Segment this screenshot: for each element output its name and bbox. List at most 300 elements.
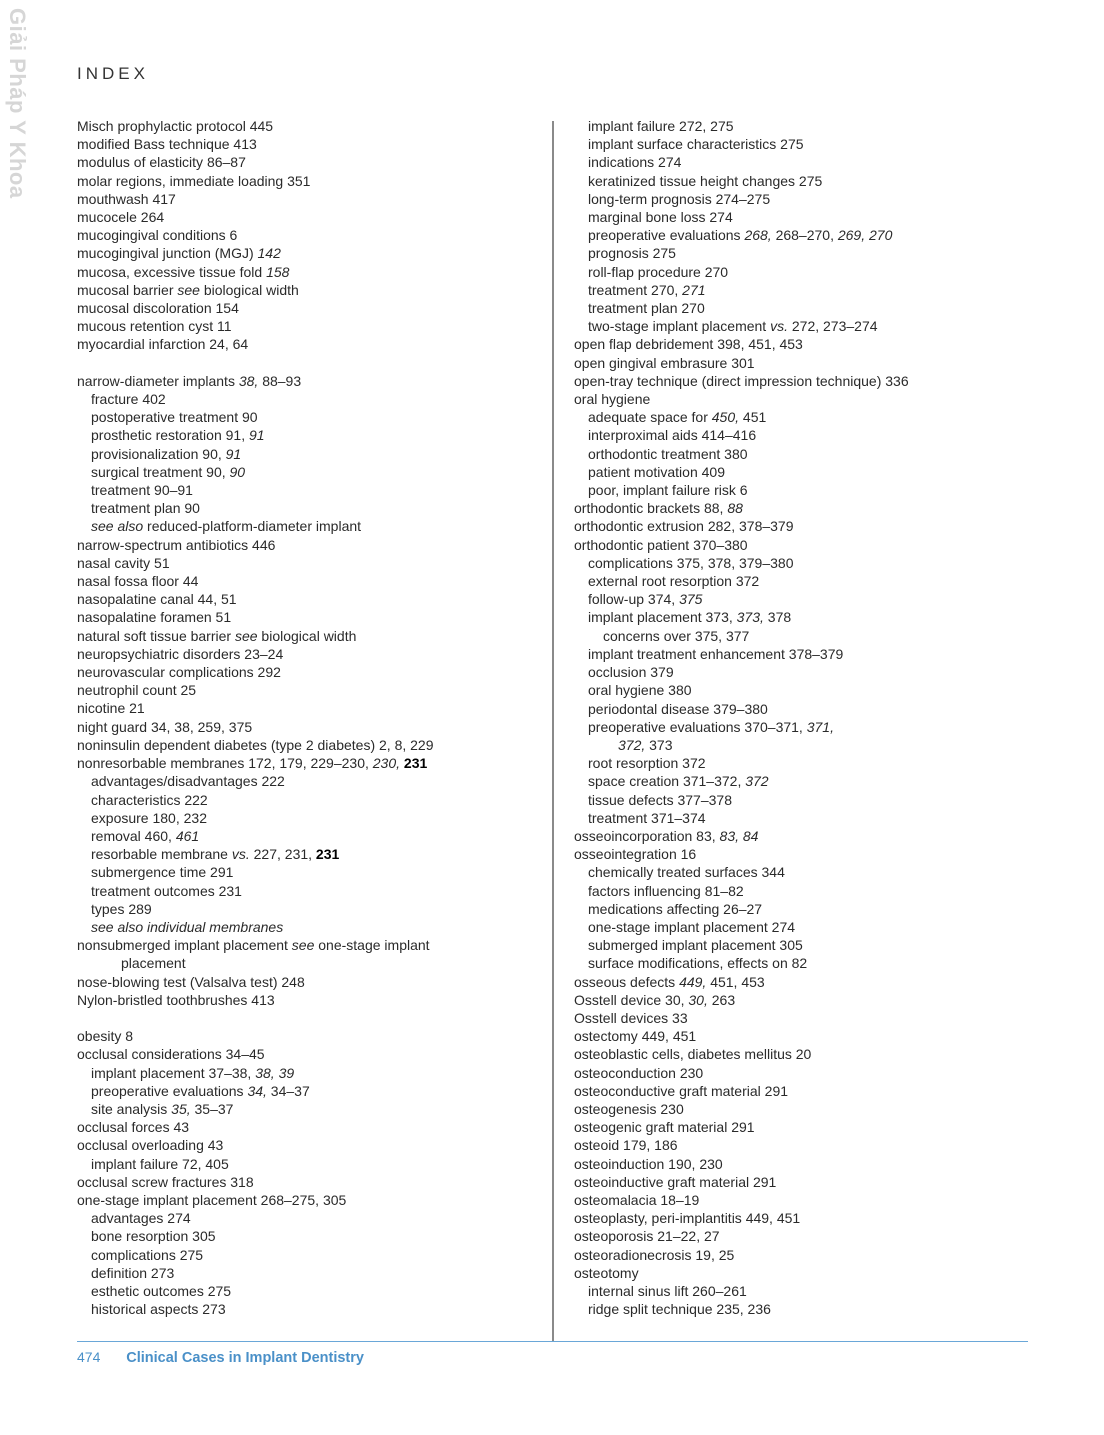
index-subentry [574, 645, 1034, 663]
index-entry [77, 991, 537, 1009]
index-entry-text: osteoradionecrosis 19, 25 [574, 1246, 735, 1263]
index-entry-text: osteogenic graft material 291 [574, 1119, 755, 1136]
index-letter-gap [77, 1009, 537, 1027]
index-subentry [77, 517, 537, 535]
index-entry-continuation [77, 954, 537, 972]
index-entry [574, 372, 1034, 390]
index-entry-text: osteoinductive graft material 291 [574, 1173, 777, 1190]
index-entry-text: mouthwash 417 [77, 190, 176, 207]
index-entry-text: prognosis 275 [588, 245, 676, 262]
index-entry [574, 1082, 1034, 1100]
index-entry-text: 83, 84 [719, 827, 759, 844]
index-entry-text: characteristics 222 [91, 791, 208, 808]
index-subentry [574, 426, 1034, 444]
index-entry-text: mucocele 264 [77, 209, 165, 226]
index-subentry [77, 1064, 537, 1082]
index-entry-text: placement [121, 955, 186, 972]
index-subentry [77, 408, 537, 426]
index-entry-text: nasal cavity 51 [77, 554, 170, 571]
index-entry-text: tissue defects 377–378 [588, 791, 732, 808]
index-entry-text: occlusal screw fractures 318 [77, 1173, 254, 1190]
index-subentry [574, 117, 1034, 135]
index-entry-text: molar regions, immediate loading 351 [77, 172, 311, 189]
index-entry [574, 517, 1034, 535]
index-entry-text: 378 [763, 609, 792, 626]
index-entry-text: 88 [727, 500, 743, 517]
index-entry-text: 35, [171, 1100, 191, 1117]
index-entry [77, 754, 537, 772]
index-entry-text: myocardial infarction 24, 64 [77, 336, 249, 353]
index-subentry [574, 135, 1034, 153]
index-entry [574, 390, 1034, 408]
index-entry-text: medications affecting 26–27 [588, 900, 763, 917]
index-entry-text: preoperative evaluations 370–371, [588, 718, 807, 735]
index-entry-text: narrow-diameter implants [77, 372, 239, 389]
index-subentry [574, 481, 1034, 499]
index-entry [77, 1118, 537, 1136]
index-entry-text: treatment plan 90 [91, 500, 200, 517]
index-entry [77, 973, 537, 991]
index-entry-text: open gingival embrasure 301 [574, 354, 755, 371]
index-entry-text: marginal bone loss 274 [588, 209, 733, 226]
index-entry-text: complications 275 [91, 1246, 204, 1263]
index-entry-text: concerns over 375, 377 [603, 627, 750, 644]
index-subentry [77, 463, 537, 481]
index-entry-text: occlusal considerations 34–45 [77, 1046, 265, 1063]
index-entry-text: open flap debridement 398, 451, 453 [574, 336, 803, 353]
index-entry [77, 153, 537, 171]
index-entry-text: 450, [711, 409, 740, 426]
index-entry [77, 299, 537, 317]
index-entry-text: treatment 371–374 [588, 809, 706, 826]
index-entry-text: see also [91, 518, 144, 535]
index-entry-text: 158 [266, 263, 290, 280]
index-entry-text: orthodontic extrusion 282, 378–379 [574, 518, 794, 535]
page-number: 474 [77, 1349, 101, 1365]
index-entry-text: esthetic outcomes 275 [91, 1282, 232, 1299]
index-entry-text: keratinized tissue height changes 275 [588, 172, 823, 189]
index-entry-text: nonsubmerged implant placement [77, 937, 292, 954]
index-entry-text: 449, [679, 973, 707, 990]
index-entry-text: 373 [645, 736, 673, 753]
index-entry-text: Osstell device 30, [574, 991, 689, 1008]
index-entry [574, 1173, 1034, 1191]
index-entry-text: 268–270, [771, 227, 838, 244]
index-entry-text: open-tray technique (direct impression technique) 336 [574, 372, 909, 389]
watermark-logo [4, 8, 34, 199]
index-entry-text: submergence time 291 [91, 864, 234, 881]
index-subentry [77, 426, 537, 444]
index-subentry [574, 299, 1034, 317]
index-entry-text: mucosa, excessive tissue fold [77, 263, 267, 280]
index-subentry [574, 208, 1034, 226]
index-subentry [77, 1282, 537, 1300]
index-subentry [574, 153, 1034, 171]
index-subentry [574, 317, 1034, 335]
index-entry [77, 718, 537, 736]
index-entry-text: follow-up 374, [588, 591, 680, 608]
index-entry-text: 230, [372, 755, 401, 772]
index-entry-text: see [177, 281, 200, 298]
index-entry [77, 645, 537, 663]
index-subentry [77, 445, 537, 463]
index-subentry [574, 226, 1034, 244]
index-subentry [574, 445, 1034, 463]
index-entry-text: 142 [257, 245, 281, 262]
index-entry-text: occlusal overloading 43 [77, 1137, 224, 1154]
index-entry-text: implant placement 37–38, [91, 1064, 256, 1081]
index-entry-text: orthodontic patient 370–380 [574, 536, 748, 553]
index-entry-text: periodontal disease 379–380 [588, 700, 768, 717]
index-entry [77, 1027, 537, 1045]
index-entry-text: natural soft tissue barrier [77, 627, 235, 644]
index-entry [574, 845, 1034, 863]
index-entry [574, 1064, 1034, 1082]
index-entry [574, 1227, 1034, 1245]
index-entry [77, 936, 537, 954]
index-entry [77, 190, 537, 208]
index-entry [574, 1045, 1034, 1063]
index-entry [77, 208, 537, 226]
index-entry-text: surface modifications, effects on 82 [588, 955, 808, 972]
index-entry [77, 536, 537, 554]
index-entry-text: two-stage implant placement [588, 318, 771, 335]
index-entry-text: neutrophil count 25 [77, 682, 197, 699]
index-entry-text: Osstell devices 33 [574, 1009, 688, 1026]
index-entry [77, 172, 537, 190]
index-entry-text: vs. [231, 846, 250, 863]
index-entry-text: one-stage implant placement 274 [588, 918, 796, 935]
index-entry-text: 35–37 [190, 1100, 234, 1117]
index-entry-text: occlusal forces 43 [77, 1119, 190, 1136]
index-entry-text: osteoid 179, 186 [574, 1137, 678, 1154]
index-entry-text: implant surface characteristics 275 [588, 136, 804, 153]
page-footer [77, 1349, 364, 1366]
index-entry-text: resorbable membrane [91, 846, 232, 863]
index-entry-text: biological width [257, 627, 357, 644]
index-entry [77, 627, 537, 645]
index-entry-text: treatment 270, [588, 281, 683, 298]
index-entry [574, 1027, 1034, 1045]
index-entry-text: 34, [247, 1082, 267, 1099]
index-subentry [574, 608, 1034, 626]
index-entry-text: mucosal discoloration 154 [77, 300, 239, 317]
index-entry-text: see [234, 627, 258, 644]
index-entry-text: mucous retention cyst 11 [77, 318, 232, 335]
index-entry-text: one-stage implant [314, 937, 430, 954]
index-entry-text: nasopalatine canal 44, 51 [77, 591, 237, 608]
index-entry-text: 451, 453 [706, 973, 765, 990]
index-entry-text: 38, 39 [255, 1064, 295, 1081]
index-entry-text: treatment 90–91 [91, 482, 193, 499]
index-entry [574, 991, 1034, 1009]
index-subentry [574, 882, 1034, 900]
index-entry [77, 554, 537, 572]
index-entry [574, 1246, 1034, 1264]
index-entry [77, 244, 537, 262]
index-subentry [77, 791, 537, 809]
index-subentry [574, 627, 1034, 645]
index-entry-text: definition 273 [91, 1264, 175, 1281]
book-title: Clinical Cases in Implant Dentistry [126, 1350, 364, 1366]
index-entry-text: osteogenesis 230 [574, 1100, 684, 1117]
index-entry-text: 271 [682, 281, 706, 298]
index-entry [77, 1191, 537, 1209]
index-entry-text: ostectomy 449, 451 [574, 1028, 697, 1045]
index-entry-text: postoperative treatment 90 [91, 409, 258, 426]
index-entry-text: 88–93 [258, 372, 302, 389]
index-entry-text: 272, 273–274 [787, 318, 878, 335]
index-entry [574, 1209, 1034, 1227]
index-entry [574, 1191, 1034, 1209]
index-entry-text: 30, [688, 991, 708, 1008]
index-entry [574, 1155, 1034, 1173]
index-entry-text: treatment outcomes 231 [91, 882, 242, 899]
index-subentry [574, 590, 1034, 608]
index-entry-text: nasopalatine foramen 51 [77, 609, 232, 626]
index-subentry [77, 827, 537, 845]
index-entry-text: 91 [225, 445, 242, 462]
index-entry [574, 973, 1034, 991]
index-subentry [574, 718, 1034, 736]
index-entry-text: 263 [707, 991, 736, 1008]
index-subentry [77, 1209, 537, 1227]
index-entry-text: osteoporosis 21–22, 27 [574, 1228, 720, 1245]
index-entry-text: nonresorbable membranes 172, 179, 229–230, [77, 755, 373, 772]
index-entry-text: implant placement 373, [588, 609, 737, 626]
index-subentry [77, 1100, 537, 1118]
index-entry-text: 231 [315, 846, 340, 863]
index-entry-text: 268, [744, 227, 772, 244]
index-entry-text: nicotine 21 [77, 700, 145, 717]
index-subentry [574, 681, 1034, 699]
index-column-right [574, 117, 1034, 1318]
index-entry-text: narrow-spectrum antibiotics 446 [77, 536, 276, 553]
column-divider [552, 121, 554, 1341]
index-subentry [77, 900, 537, 918]
index-subentry [574, 954, 1034, 972]
index-subentry [574, 408, 1034, 426]
index-entry-text: site analysis [91, 1100, 172, 1117]
index-entry-text: orthodontic brackets 88, [574, 500, 728, 517]
index-entry-text: implant treatment enhancement 378–379 [588, 645, 844, 662]
index-entry-text: Nylon-bristled toothbrushes 413 [77, 991, 275, 1008]
index-entry-text: 372, [618, 736, 646, 753]
index-entry-text: exposure 180, 232 [91, 809, 207, 826]
index-entry-text: indications 274 [588, 154, 682, 171]
index-entry [77, 699, 537, 717]
index-subentry [77, 809, 537, 827]
index-subentry [77, 1246, 537, 1264]
index-subentry [574, 791, 1034, 809]
index-entry-text: 371, [806, 718, 834, 735]
index-subentry [574, 900, 1034, 918]
index-entry-text: neurovascular complications 292 [77, 664, 281, 681]
index-entry-text: interproximal aids 414–416 [588, 427, 757, 444]
index-entry [77, 572, 537, 590]
index-entry-text: 461 [175, 827, 200, 844]
index-entry-text: 373, [736, 609, 764, 626]
index-entry [77, 736, 537, 754]
index-subentry [77, 863, 537, 881]
index-subentry [574, 281, 1034, 299]
index-subentry [77, 772, 537, 790]
index-subentry [574, 918, 1034, 936]
index-entry [574, 1118, 1034, 1136]
index-subentry [77, 481, 537, 499]
index-entry-text: treatment plan 270 [588, 300, 705, 317]
index-entry-text: root resorption 372 [588, 755, 706, 772]
index-subentry [77, 882, 537, 900]
index-subentry [77, 1082, 537, 1100]
index-entry-text: one-stage implant placement 268–275, 305 [77, 1191, 347, 1208]
index-entry [77, 372, 537, 390]
index-subentry [574, 754, 1034, 772]
index-entry [77, 263, 537, 281]
index-entry-text: osteotomy [574, 1264, 639, 1281]
index-entry-text: adequate space for [588, 409, 712, 426]
index-entry-text: internal sinus lift 260–261 [588, 1283, 747, 1299]
index-entry-text: mucosal barrier [77, 281, 178, 298]
index-subentry [77, 1264, 537, 1282]
index-subentry [77, 918, 537, 936]
index-subentry [574, 1300, 1034, 1318]
index-entry-text: long-term prognosis 274–275 [588, 190, 771, 207]
index-subentry [574, 263, 1034, 281]
index-subentry [77, 1227, 537, 1245]
index-entry-text: osseointegration 16 [574, 846, 697, 863]
index-entry-text: ridge split technique 235, 236 [588, 1301, 771, 1318]
index-subentry [574, 700, 1034, 718]
index-column-left [77, 117, 537, 1318]
index-entry [77, 226, 537, 244]
index-subentry [77, 1300, 537, 1318]
index-entry-text: 91 [248, 427, 265, 444]
index-subentry [574, 809, 1034, 827]
index-subentry [574, 1282, 1034, 1300]
index-entry-text: complications 375, 378, 379–380 [588, 554, 794, 571]
index-entry-text: Misch prophylactic protocol 445 [77, 118, 274, 134]
index-subentry [574, 172, 1034, 190]
index-entry-text: roll-flap procedure 270 [588, 263, 729, 280]
index-entry-text: modified Bass technique 413 [77, 136, 257, 153]
index-entry-text: occlusion 379 [588, 664, 674, 681]
index-entry-text: types 289 [91, 900, 152, 917]
index-entry-text: historical aspects 273 [91, 1301, 226, 1318]
index-entry-text: chemically treated surfaces 344 [588, 864, 785, 881]
index-letter-gap [77, 354, 537, 372]
index-entry-text: factors influencing 81–82 [588, 882, 744, 899]
index-subentry [77, 1155, 537, 1173]
index-entry [574, 827, 1034, 845]
index-entry-text: mucogingival conditions 6 [77, 227, 238, 244]
index-subentry [574, 663, 1034, 681]
index-entry [574, 536, 1034, 554]
index-entry-text: 227, 231, [249, 846, 316, 863]
index-entry [77, 335, 537, 353]
index-entry [77, 1173, 537, 1191]
index-entry-text: reduced-platform-diameter implant [143, 518, 362, 535]
index-subentry [574, 863, 1034, 881]
index-entry-text: 34–37 [266, 1082, 310, 1099]
index-entry [77, 117, 537, 135]
index-entry-text: patient motivation 409 [588, 463, 725, 480]
index-entry-text: preoperative evaluations [91, 1082, 248, 1099]
index-entry-text: nose-blowing test (Valsalva test) 248 [77, 973, 305, 990]
index-entry-text: implant failure 72, 405 [91, 1155, 229, 1172]
index-entry-text: obesity 8 [77, 1028, 134, 1045]
index-entry [574, 1100, 1034, 1118]
index-entry-text: noninsulin dependent diabetes (type 2 diabetes) 2, 8, 229 [77, 736, 434, 753]
index-entry-text: surgical treatment 90, [91, 463, 230, 480]
index-entry-text: removal 460, [91, 827, 176, 844]
index-entry-text: osteoconduction 230 [574, 1064, 704, 1081]
index-entry-text: nasal fossa floor 44 [77, 573, 199, 590]
index-subentry [574, 244, 1034, 262]
index-subentry [574, 190, 1034, 208]
index-entry-text: oral hygiene [574, 391, 651, 408]
index-entry-text: oral hygiene 380 [588, 682, 692, 699]
index-entry [77, 681, 537, 699]
index-entry-text: 38, [238, 372, 259, 389]
index-entry [77, 663, 537, 681]
index-entry-text: 269, 270 [837, 227, 893, 244]
index-subentry [77, 390, 537, 408]
index-entry-text: preoperative evaluations [588, 227, 745, 244]
index-subentry [574, 936, 1034, 954]
index-entry [574, 335, 1034, 353]
index-entry-text: osseoincorporation 83, [574, 827, 720, 844]
index-entry-text: see [291, 937, 315, 954]
index-entry-text: space creation 371–372, [588, 773, 746, 790]
index-entry-text: orthodontic treatment 380 [588, 445, 748, 462]
index-entry-text: poor, implant failure risk 6 [588, 482, 748, 499]
index-entry [574, 354, 1034, 372]
index-entry [77, 1045, 537, 1063]
index-entry-text: see also individual membranes [91, 918, 284, 935]
index-entry-text: 231 [403, 755, 428, 772]
index-entry [574, 499, 1034, 517]
index-entry-text: advantages 274 [91, 1210, 191, 1227]
index-entry-text: submerged implant placement 305 [588, 937, 803, 954]
index-entry [77, 281, 537, 299]
index-entry-text: 451 [739, 409, 767, 426]
index-entry-text: biological width [199, 281, 299, 298]
index-entry-text: modulus of elasticity 86–87 [77, 154, 246, 171]
index-entry-text: neuropsychiatric disorders 23–24 [77, 645, 284, 662]
index-entry [574, 1009, 1034, 1027]
index-subentry [77, 499, 537, 517]
index-subentry [574, 572, 1034, 590]
footer-rule [77, 1341, 1028, 1342]
index-entry-text: external root resorption 372 [588, 573, 760, 590]
index-subentry [574, 772, 1034, 790]
index-entry-text: osteoinduction 190, 230 [574, 1155, 723, 1172]
index-entry-continuation [574, 736, 1034, 754]
index-entry-text: osseous defects [574, 973, 680, 990]
index-entry [574, 1136, 1034, 1154]
index-entry-text: provisionalization 90, [91, 445, 226, 462]
index-entry-text: bone resorption 305 [91, 1228, 216, 1245]
index-entry-text: prosthetic restoration 91, [91, 427, 249, 444]
index-subentry [574, 463, 1034, 481]
index-entry-text: osteoconductive graft material 291 [574, 1082, 789, 1099]
index-entry-text: implant failure 272, 275 [588, 118, 734, 134]
index-entry [574, 1264, 1034, 1282]
index-entry [77, 135, 537, 153]
index-entry-text: osteoplasty, peri-implantitis 449, 451 [574, 1210, 801, 1227]
index-entry [77, 317, 537, 335]
